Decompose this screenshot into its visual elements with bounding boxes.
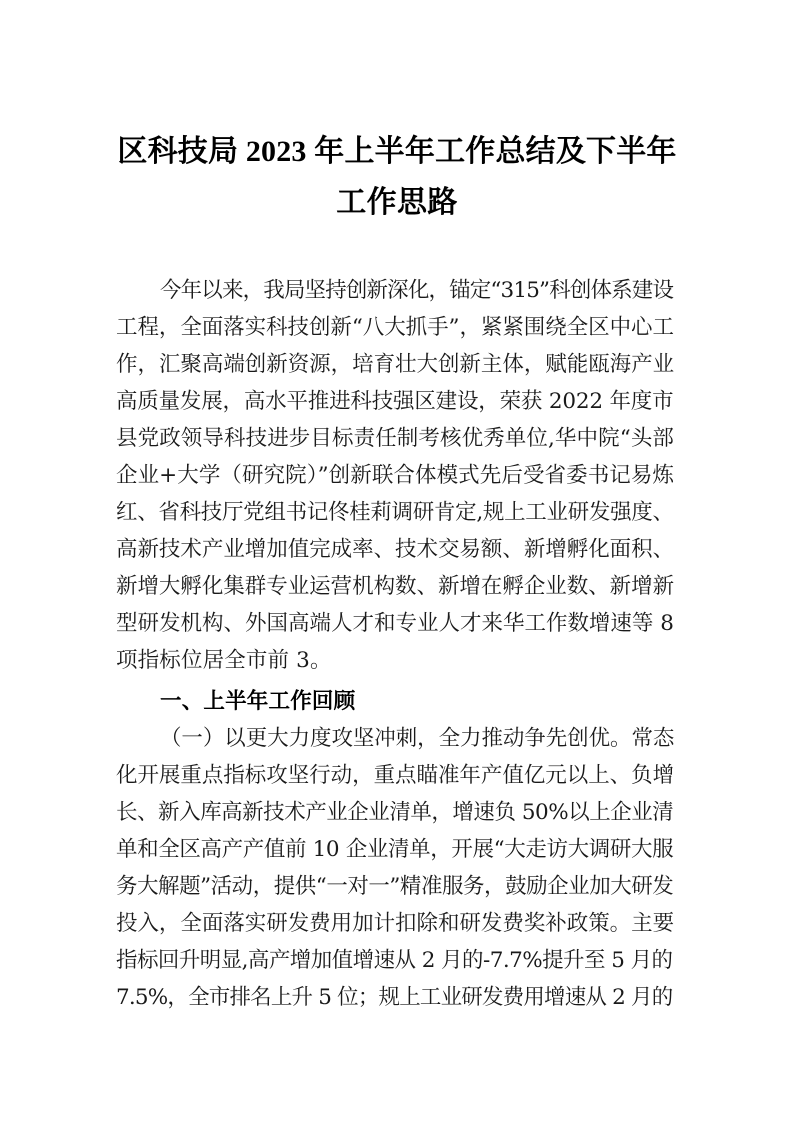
paragraph-2-line-4: 单和全区高产产值前 10 企业清单，开展“大走访大调研大服 — [116, 837, 674, 862]
document-title — [116, 126, 678, 228]
paragraph-2-line-5: 务大解题”活动，提供“一对一”精准服务，鼓励企业加大研发 — [116, 874, 674, 899]
paragraph-1-line-10: 型研发机构、外国高端人才和专业人才来华工作数增速等 8 — [116, 611, 674, 636]
document-title-line-2: 工作思路 — [336, 186, 458, 219]
paragraph-2-line-3: 长、新入库高新技术产业企业清单，增速负 50%以上企业清 — [116, 800, 674, 825]
paragraph-2-line-8: 7.5%，全市排名上升 5 位；规上工业研发费用增速从 2 月的 — [116, 985, 673, 1010]
paragraph-2-line-1: （一）以更大力度攻坚冲刺，全力推动争先创优。常态 — [160, 726, 675, 751]
paragraph-1-line-4: 高质量发展，高水平推进科技强区建设，荣获 2022 年度市 — [116, 389, 674, 414]
paragraph-1-line-3: 作，汇聚高端创新资源，培育壮大创新主体，赋能瓯海产业 — [116, 352, 675, 377]
paragraph-1-line-11: 项指标位居全市前 3。 — [116, 648, 332, 673]
paragraph-1-line-9: 新增大孵化集群专业运营机构数、新增在孵企业数、新增新 — [116, 574, 675, 599]
paragraph-1-line-2: 工程，全面落实科技创新“八大抓手”，紧紧围绕全区中心工 — [116, 315, 674, 340]
paragraph-2-line-6: 投入，全面落实研发费用加计扣除和研发费奖补政策。主要 — [116, 911, 675, 936]
section-heading-work-review: 一、上半年工作回顾 — [160, 689, 356, 713]
paragraph-1-line-5: 县党政领导科技进步目标责任制考核优秀单位,华中院“头部 — [116, 426, 675, 451]
paragraph-opening-summary — [116, 272, 678, 679]
paragraph-2-line-7: 指标回升明显,高产增加值增速从 2 月的-7.7%提升至 5 月的 — [116, 948, 673, 973]
paragraph-1-line-6: 企业+大学（研究院）”创新联合体模式先后受省委书记易炼 — [116, 463, 675, 488]
paragraph-1-line-1: 今年以来，我局坚持创新深化，锚定“315”科创体系建设 — [160, 278, 674, 303]
paragraph-1-line-7: 红、省科技厅党组书记佟桂莉调研肯定,规上工业研发强度、 — [116, 500, 674, 525]
paragraph-subsection-one — [116, 720, 678, 1016]
paragraph-2-line-2: 化开展重点指标攻坚行动，重点瞄准年产值亿元以上、负增 — [116, 763, 675, 788]
paragraph-1-line-8: 高新技术产业增加值完成率、技术交易额、新增孵化面积、 — [116, 537, 675, 562]
document-title-line-1: 区科技局 2023 年上半年工作总结及下半年 — [117, 135, 677, 168]
